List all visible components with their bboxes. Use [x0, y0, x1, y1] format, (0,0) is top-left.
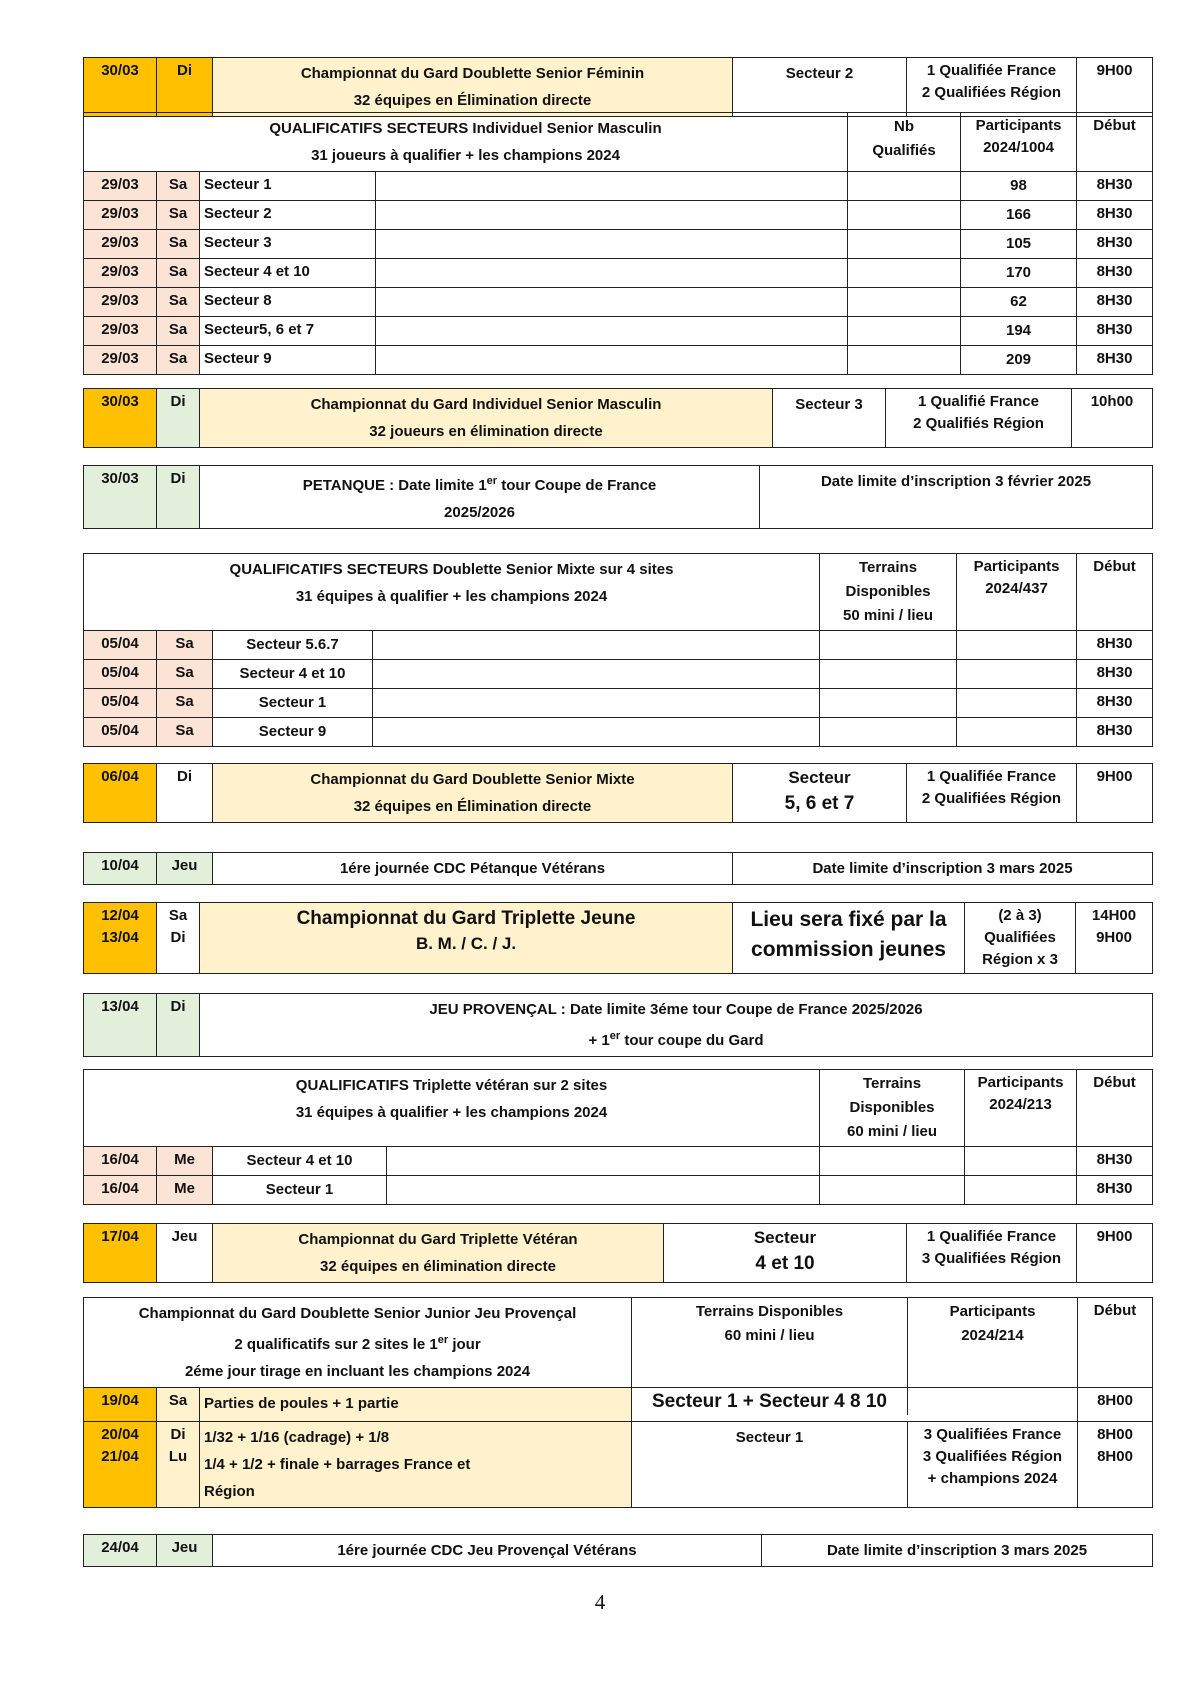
block-doublette-jeu-provencal	[83, 1297, 1152, 1508]
table-row: 20/04 21/04 Di Lu 1/32 + 1/16 (cadrage) + 1/8 1/4 + 1/2 + finale + barrages France et Région Secteur 1 3 Qualifiées France 3 Qualifiées Région + champions 2024 8H00 8H00	[84, 1422, 1153, 1508]
event-title: 1ére journée CDC Pétanque Vétérans	[213, 853, 733, 885]
table-row: 05/04 Sa Secteur 1 8H30	[84, 689, 1153, 718]
debut-header: Début	[1077, 113, 1153, 172]
block-feminin-doublette	[83, 57, 1152, 117]
event-title: Championnat du Gard Doublette Senior Mixte 32 équipes en Élimination directe	[213, 764, 733, 823]
event-title: Championnat du Gard Doublette Senior Junior Jeu Provençal 2 qualificatifs sur 2 sites le 1er jour 2éme jour tirage en incluant les champions 2024	[84, 1298, 632, 1388]
block-cdc-jeu-provencal-veterans: 24/04 Jeu 1ére journée CDC Jeu Provençal Vétérans Date limite d’inscription 3 mars 2025	[83, 1534, 1152, 1567]
block-qualif-doublette-mixte	[83, 553, 1152, 747]
deadline-cell: Date limite d’inscription 3 février 2025	[760, 466, 1153, 529]
deadline-cell: Date limite d’inscription 3 mars 2025	[762, 1535, 1153, 1567]
table-row: 29/03 Sa Secteur 3 105 8H30	[84, 230, 1153, 259]
table-row: 05/04 Sa Secteur 4 et 10 8H30	[84, 660, 1153, 689]
block-individuel-masculin: 30/03 Di Championnat du Gard Individuel Senior Masculin 32 joueurs en élimination directe Secteur 3 1 Qualifié France 2 Qualifiés Région 10h00	[83, 388, 1152, 448]
block-cdc-petanque-veterans: 10/04 Jeu 1ére journée CDC Pétanque Vétérans Date limite d’inscription 3 mars 2025	[83, 852, 1152, 885]
debut-header: Début	[1078, 1298, 1153, 1388]
block-triplette-veteran: 17/04 Jeu Championnat du Gard Triplette Vétéran 32 équipes en élimination directe Secteur 4 et 10 1 Qualifiée France 3 Qualifiées Région 9H00	[83, 1223, 1152, 1283]
table-row: 29/03 Sa Secteur 2 166 8H30	[84, 201, 1153, 230]
block-doublette-mixte: 06/04 Di Championnat du Gard Doublette Senior Mixte 32 équipes en Élimination directe Secteur 5, 6 et 7 1 Qualifiée France 2 Qualifiées Région 9H00	[83, 763, 1152, 823]
block-qualif-individuel	[83, 112, 1152, 375]
table-row: 16/04 Me Secteur 1 8H30	[84, 1176, 1153, 1205]
day-cell: Di	[157, 58, 213, 117]
terrains-header: Terrains Disponibles 50 mini / lieu	[820, 554, 957, 631]
event-title: Championnat du Gard Triplette Jeune B. M. / C. / J.	[200, 903, 733, 974]
table-row: 29/03 Sa Secteur 9 209 8H30	[84, 346, 1153, 375]
event-title: Championnat du Gard Doublette Senior Féminin 32 équipes en Élimination directe	[213, 58, 733, 117]
nb-qualifies-header: Nb Qualifiés	[848, 113, 961, 172]
page-number: 4	[594, 1590, 606, 1614]
block-jeu-provencal-coupe: 13/04 Di JEU PROVENÇAL : Date limite 3éme tour Coupe de France 2025/2026 + 1er tour coupe du Gard	[83, 993, 1152, 1057]
table-row: 29/03 Sa Secteur 4 et 10 170 8H30	[84, 259, 1153, 288]
block-triplette-jeune: 12/04 13/04 Sa Di Championnat du Gard Triplette Jeune B. M. / C. / J. Lieu sera fixé par la commission jeunes (2 à 3) Qualifiées Région x 3 14H00 9H00	[83, 902, 1152, 974]
table-row: 29/03 Sa Secteur5, 6 et 7 194 8H30	[84, 317, 1153, 346]
table-row: 19/04 Sa Parties de poules + 1 partie Secteur 1 + Secteur 4 8 10 8H00	[84, 1388, 1153, 1422]
table-row: 29/03 Sa Secteur 1 98 8H30	[84, 172, 1153, 201]
lieu-cell: Secteur 2	[733, 58, 907, 117]
table-row: 29/03 Sa Secteur 8 62 8H30	[84, 288, 1153, 317]
event-title: 1ére journée CDC Jeu Provençal Vétérans	[213, 1535, 762, 1567]
event-title: Championnat du Gard Individuel Senior Masculin 32 joueurs en élimination directe	[200, 389, 773, 448]
debut-header: Début	[1077, 1070, 1153, 1147]
terrains-header: Terrains Disponibles 60 mini / lieu	[820, 1070, 965, 1147]
debut-header: Début	[1077, 554, 1153, 631]
lieu-cell: Secteur 4 et 10	[664, 1224, 907, 1283]
event-title: PETANQUE : Date limite 1er tour Coupe de France 2025/2026	[200, 466, 760, 529]
lieu-cell: Lieu sera fixé par la commission jeunes	[733, 903, 965, 974]
block-petanque-coupe-france: 30/03 Di PETANQUE : Date limite 1er tour Coupe de France 2025/2026 Date limite d’inscription 3 février 2025	[83, 465, 1152, 529]
participants-header: Participants 2024/213	[965, 1070, 1077, 1147]
event-title: Championnat du Gard Triplette Vétéran 32 équipes en élimination directe	[213, 1224, 664, 1283]
event-title: JEU PROVENÇAL : Date limite 3éme tour Coupe de France 2025/2026 + 1er tour coupe du Gard	[200, 994, 1153, 1057]
deadline-cell: Date limite d’inscription 3 mars 2025	[733, 853, 1153, 885]
table-row: 05/04 Sa Secteur 5.6.7 8H30	[84, 631, 1153, 660]
qualif-title: QUALIFICATIFS SECTEURS Individuel Senior Masculin 31 joueurs à qualifier + les champions 2024	[84, 113, 848, 172]
participants-header: Participants 2024/437	[957, 554, 1077, 631]
block-qualif-triplette-veteran	[83, 1069, 1152, 1205]
table-row: 05/04 Sa Secteur 9 8H30	[84, 718, 1153, 747]
lieu-cell: Secteur 5, 6 et 7	[733, 764, 907, 823]
date-cell: 30/03	[84, 58, 157, 117]
heure-cell: 9H00	[1077, 58, 1153, 117]
terrains-header: Terrains Disponibles 60 mini / lieu	[632, 1298, 908, 1388]
participants-header: Participants 2024/1004	[961, 113, 1077, 172]
qualif-title: QUALIFICATIFS SECTEURS Doublette Senior Mixte sur 4 sites 31 équipes à qualifier + les champions 2024	[84, 554, 820, 631]
qualif-title: QUALIFICATIFS Triplette vétéran sur 2 sites 31 équipes à qualifier + les champions 2024	[84, 1070, 820, 1147]
table-row: 16/04 Me Secteur 4 et 10 8H30	[84, 1147, 1153, 1176]
qualif-cell: 1 Qualifiée France 2 Qualifiées Région	[907, 58, 1077, 117]
participants-header: Participants 2024/214	[908, 1298, 1078, 1388]
